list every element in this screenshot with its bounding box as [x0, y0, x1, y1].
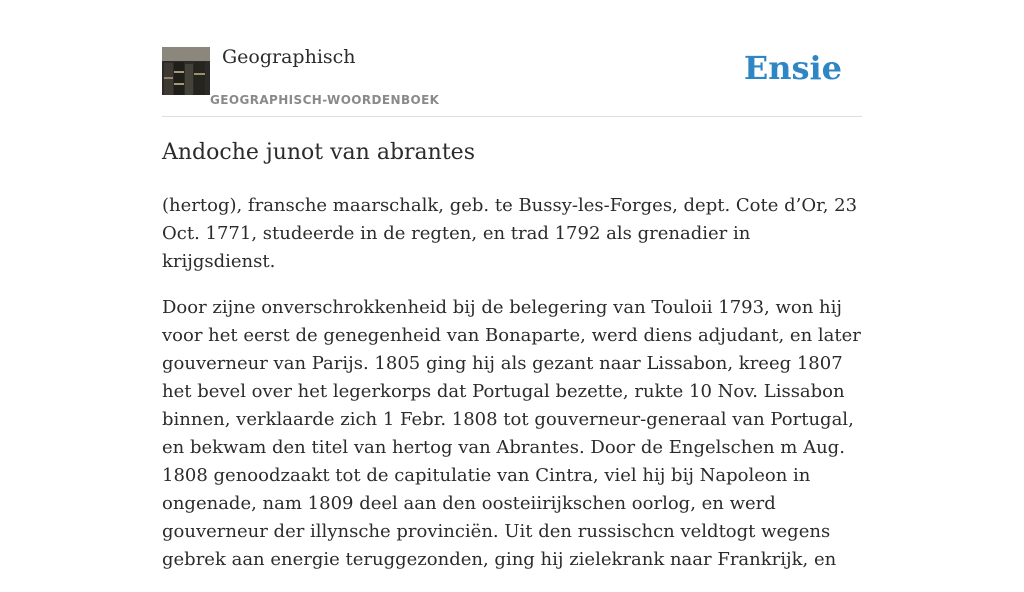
source-slug[interactable]: GEOGRAPHISCH-WOORDENBOEK — [210, 93, 440, 107]
article-paragraph: Door zijne onverschrokkenheid bij de belegering van Touloii 1793, won hij voor het eerst de genegenheid van Bonaparte, werd diens adjudant, en later gouverneur van Parijs. 1805 ging hij als gezant naar Lissabon, kreeg 1807 het bevel over het legerkorps dat Portugal bezette, rukte 10 Nov. Lissabon binnen, verklaarde zich 1 Febr. 1808 tot gouverneur-generaal van Portugal, en bekwam den titel van hertog van Abrantes. Door de Engelschen m Aug. 1808 genoodzaakt tot de capitulatie van Cintra, viel hij bij Napoleon in ongenade, nam 1809 deel aan den oosteiirijkschen oorlog, en werd gouverneur der illynsche provinciën. Uit den russischcn veldtogt wegens gebrek aan energie teruggezonden, ging hij zielekrank naar Frankrijk, en — [162, 297, 861, 570]
site-header — [162, 46, 862, 117]
article-paragraph: (hertog), fransche maarschalk, geb. te Bussy-les-Forges, dept. Cote d’Or, 23 Oct. 1771, studeerde in de regten, en trad 1792 als grenadier in krijgsdienst. — [162, 195, 858, 272]
article-title: Andoche junot van abrantes — [162, 140, 475, 165]
article-body — [162, 192, 862, 592]
source-name[interactable]: Geographisch — [222, 46, 356, 68]
ensie-logo[interactable]: Ensie — [743, 49, 842, 87]
source-avatar[interactable] — [162, 47, 210, 95]
books-icon — [162, 47, 210, 95]
